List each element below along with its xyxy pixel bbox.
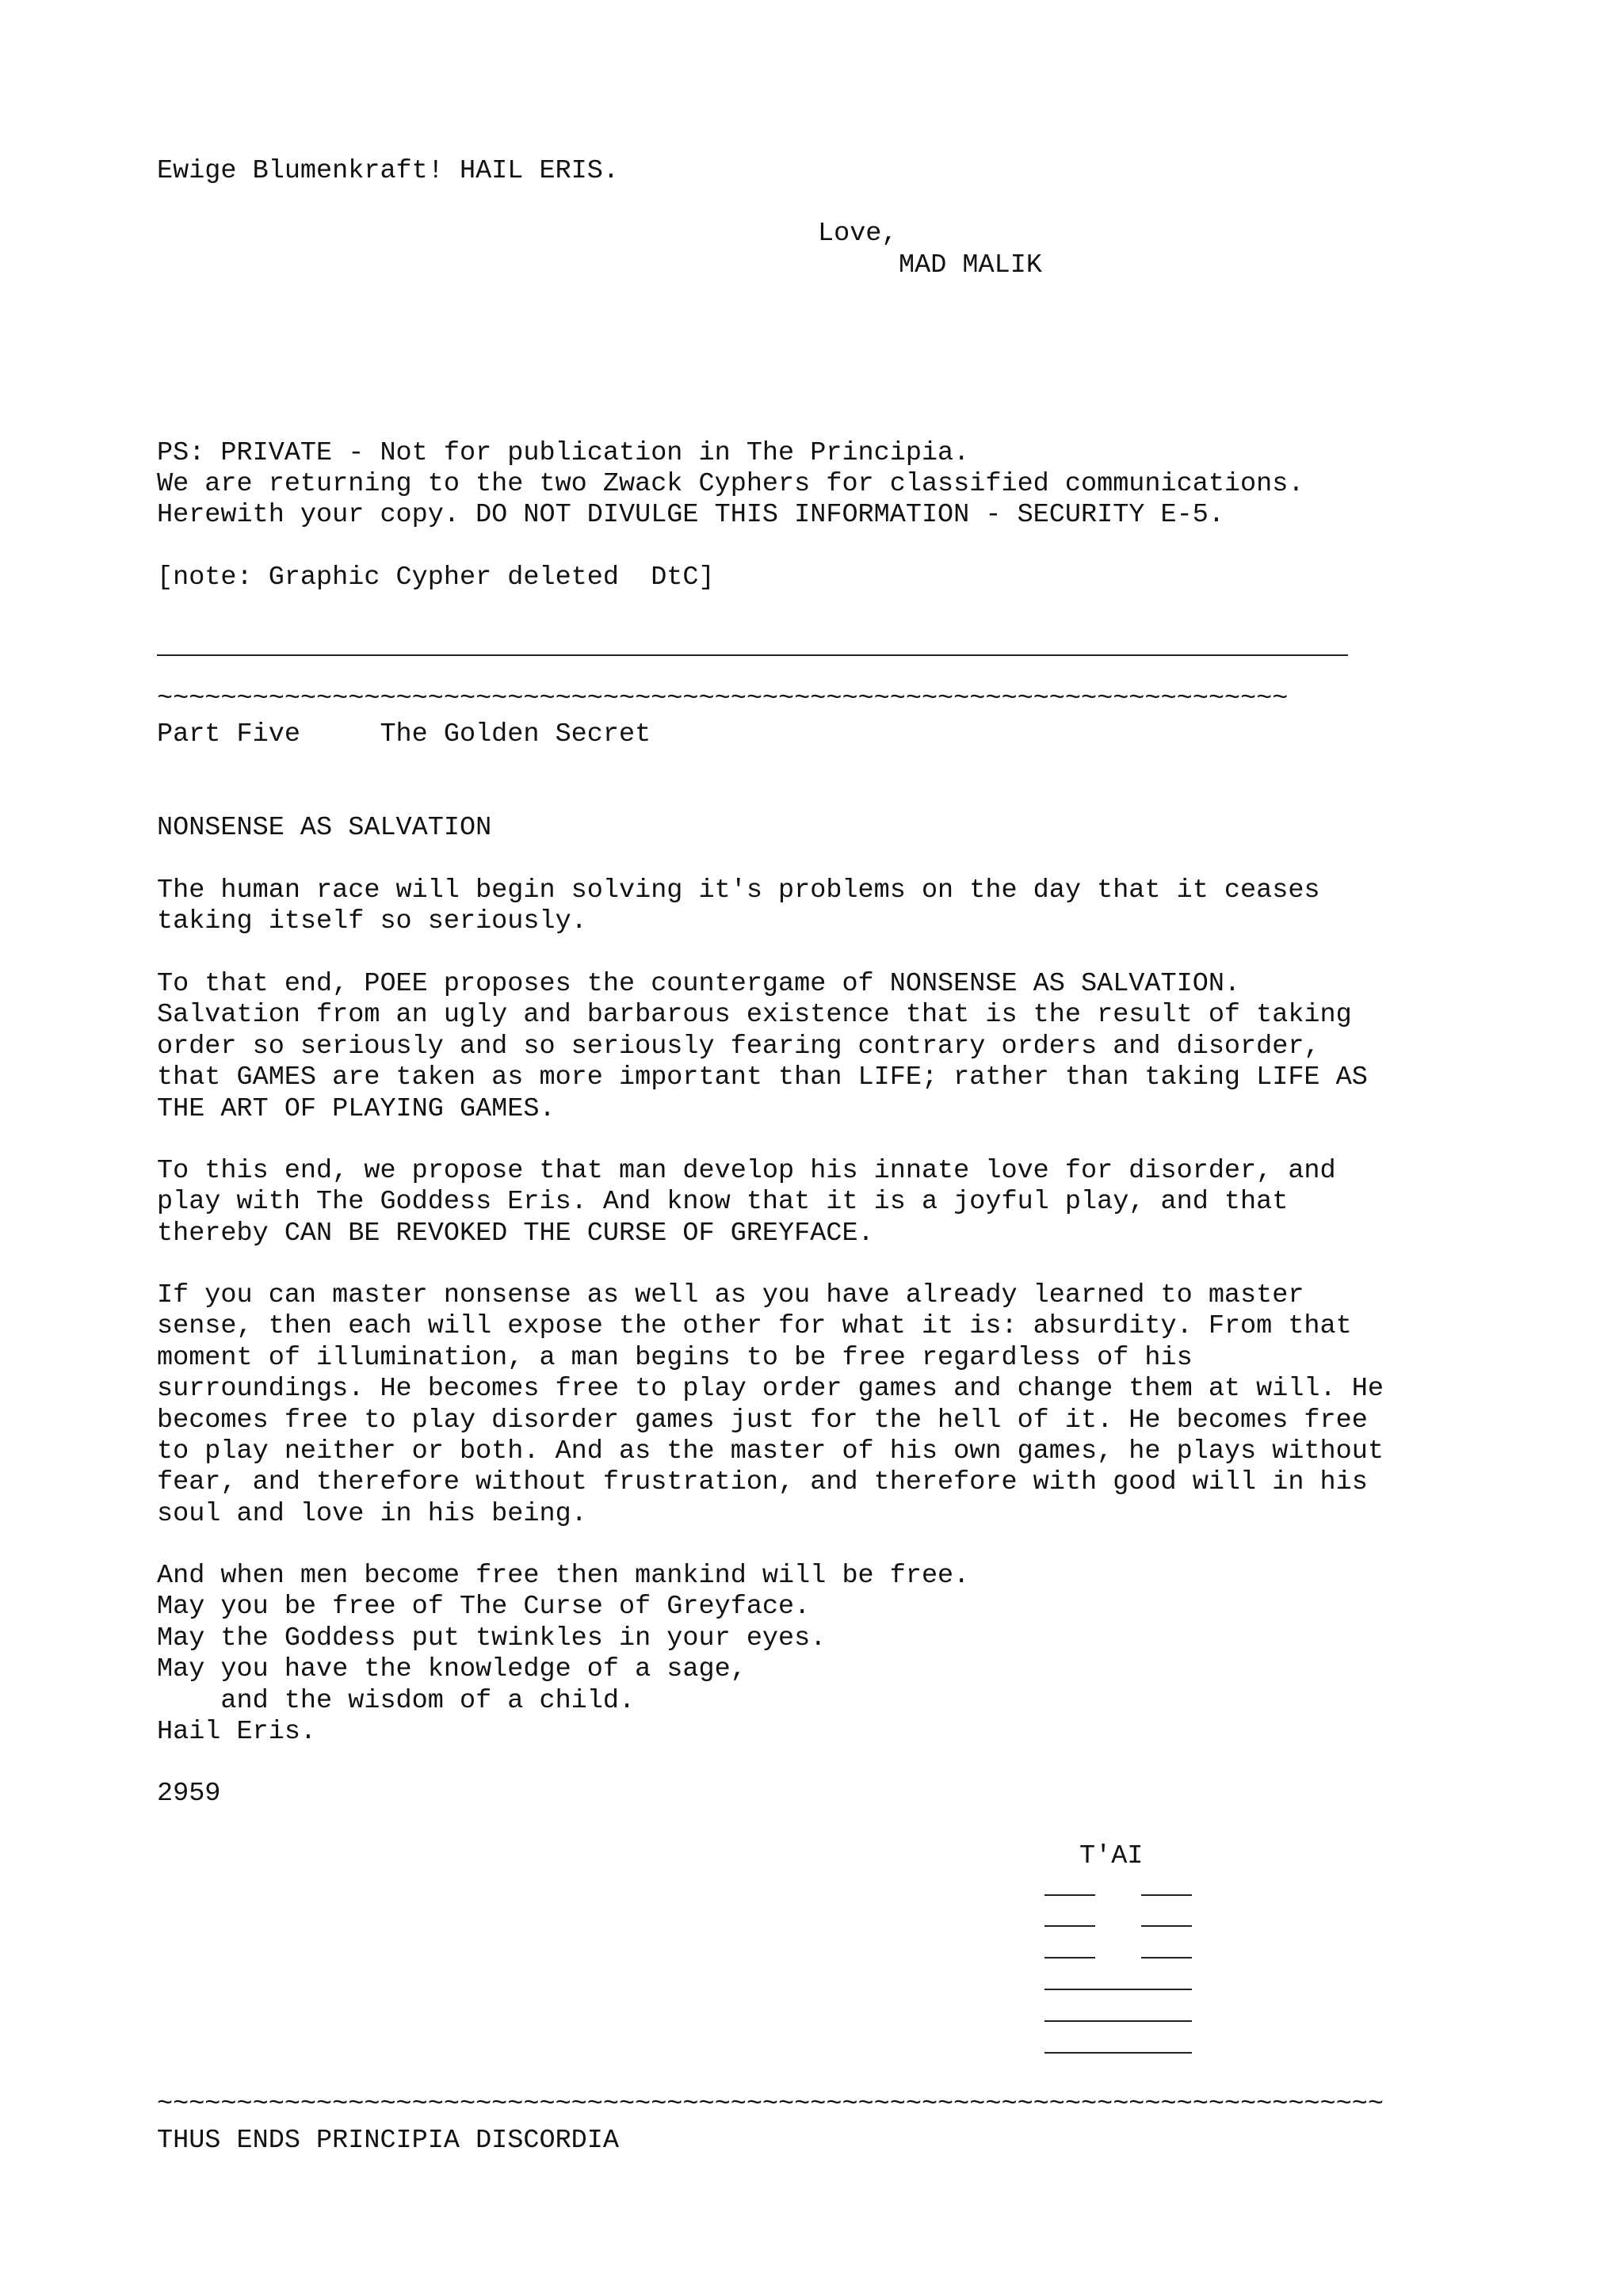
paragraph-line: play with The Goddess Eris. And know that it is a joyful play, and that [157,1187,1289,1217]
hexagram-broken-line-segment [1141,1894,1192,1896]
paragraph-line: The human race will begin solving it's problems on the day that it ceases [157,875,1320,906]
hexagram-title: T'AI [1079,1841,1144,1871]
greeting: Ewige Blumenkraft! HAIL ERIS. [157,156,619,186]
paragraph-line: soul and love in his being. [157,1499,587,1529]
tilde-divider: ~~~~~~~~~~~~~~~~~~~~~~~~~~~~~~~~~~~~~~~~~~~~~~~~~~~~~~~~~~~~~~~~~~~~~~~ [157,684,1289,714]
paragraph-line: to play neither or both. And as the master of his own games, he plays without [157,1436,1384,1466]
postscript-line: Herewith your copy. DO NOT DIVULGE THIS INFORMATION - SECURITY E-5. [157,500,1224,530]
paragraph-line: If you can master nonsense as well as you have already learned to master [157,1280,1304,1310]
hexagram-broken-line-segment [1044,1925,1095,1927]
hexagram-solid-line [1044,2020,1192,2022]
paragraph-line: moment of illumination, a man begins to be free regardless of his [157,1343,1193,1373]
paragraph-line: THE ART OF PLAYING GAMES. [157,1094,556,1124]
hexagram-broken-line-segment [1141,1925,1192,1927]
paragraph-line: May the Goddess put twinkles in your eyes. [157,1623,827,1653]
hexagram-solid-line [1044,1989,1192,1990]
paragraph-line: And when men become free then mankind will be free. [157,1561,970,1591]
paragraph-line: becomes free to play disorder games just for the hell of it. He becomes free [157,1405,1368,1436]
paragraph-line: and the wisdom of a child. [157,1686,636,1716]
paragraph-line: that GAMES are taken as more important than LIFE; rather than taking LIFE AS [157,1062,1368,1093]
hexagram-broken-line-segment [1044,1957,1095,1958]
section-title: NONSENSE AS SALVATION [157,813,492,843]
hexagram-broken-line-segment [1141,1957,1192,1958]
paragraph-line: fear, and therefore without frustration, and therefore with good will in his [157,1467,1368,1497]
hexagram-broken-line-segment [1044,1894,1095,1896]
paragraph-line: May you have the knowledge of a sage, [157,1654,747,1684]
paragraph-line: Hail Eris. [157,1717,317,1747]
paragraph-line: thereby CAN BE REVOKED THE CURSE OF GREYFACE. [157,1219,874,1249]
paragraph-line: To this end, we propose that man develop his innate love for disorder, and [157,1156,1336,1186]
paragraph-line: To that end, POEE proposes the countergame of NONSENSE AS SALVATION. [157,969,1241,999]
paragraph-line: order so seriously and so seriously fearing contrary orders and disorder, [157,1032,1320,1062]
paragraph-line: surroundings. He becomes free to play order games and change them at will. He [157,1374,1384,1404]
year: 2959 [157,1779,221,1809]
paragraph-line: sense, then each will expose the other for what it is: absurdity. From that [157,1311,1352,1341]
part-heading: Part Five The Golden Secret [157,719,651,749]
paragraph-line: Salvation from an ugly and barbarous existence that is the result of taking [157,1000,1352,1030]
editor-note: [note: Graphic Cypher deleted DtC] [157,563,715,593]
paragraph-line: taking itself so seriously. [157,906,587,936]
paragraph-line: May you be free of The Curse of Greyface. [157,1592,811,1622]
closing-line: THUS ENDS PRINCIPIA DISCORDIA [157,2126,619,2156]
postscript-line: PS: PRIVATE - Not for publication in The Principia. [157,438,970,468]
signature: MAD MALIK [899,250,1042,280]
valediction: Love, [818,219,898,249]
postscript-line: We are returning to the two Zwack Cyphers for classified communications. [157,469,1304,499]
horizontal-rule [157,654,1348,656]
hexagram-solid-line [1044,2052,1192,2054]
tilde-divider: ~~~~~~~~~~~~~~~~~~~~~~~~~~~~~~~~~~~~~~~~~~~~~~~~~~~~~~~~~~~~~~~~~~~~~~~~~~~~~ [157,2089,1384,2119]
